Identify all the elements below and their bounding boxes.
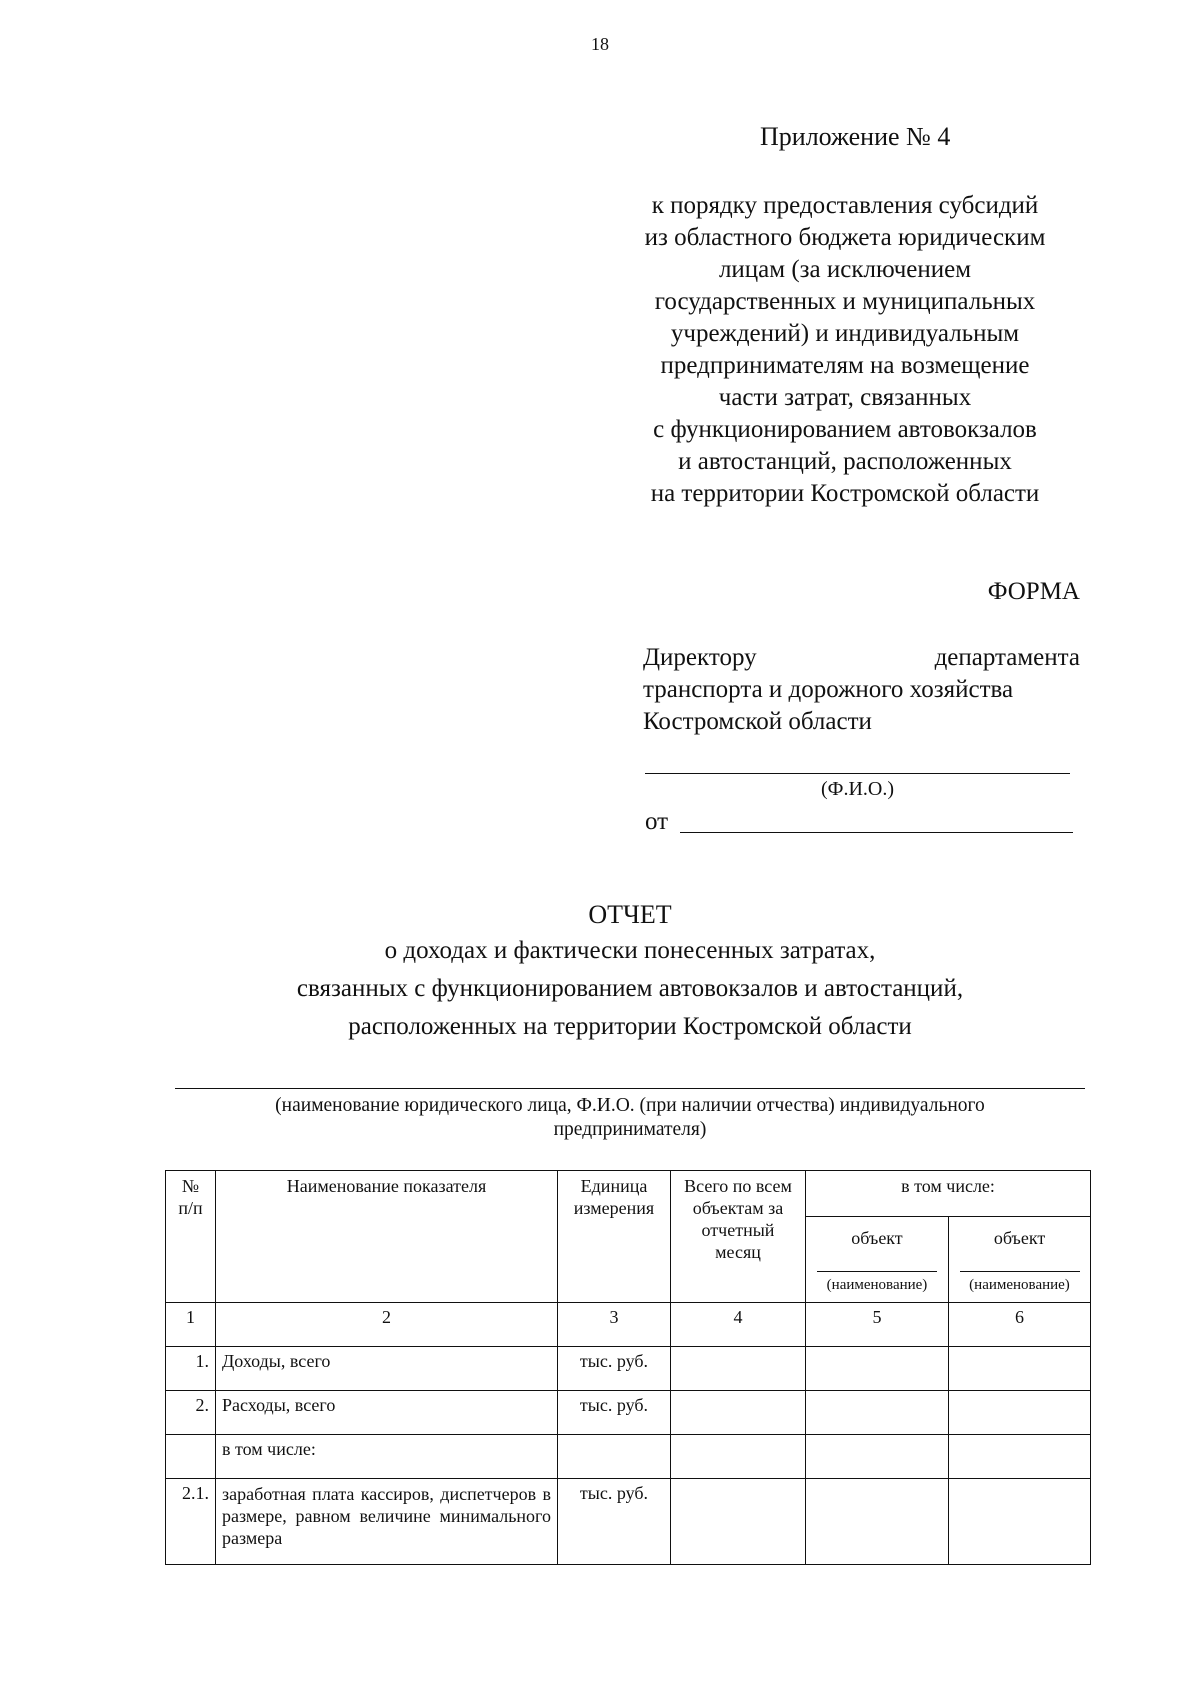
report-title: ОТЧЕТ — [588, 900, 672, 929]
header-unit: Единица измерения — [558, 1171, 671, 1303]
header-including: в том числе: — [806, 1171, 1091, 1217]
object-2-caption[interactable]: (наименование) — [960, 1271, 1080, 1296]
row-total-cell[interactable] — [671, 1435, 806, 1479]
appendix-line: из областного бюджета юридическим — [644, 224, 1046, 251]
appendix-line: и автостанций, расположенных — [678, 448, 1012, 475]
object-1-label: объект — [851, 1228, 903, 1248]
row-object-2-cell[interactable] — [949, 1347, 1091, 1391]
header-total: Всего по всем объектам за отчетный месяц — [671, 1171, 806, 1303]
row-total-cell[interactable] — [671, 1347, 806, 1391]
report-table — [165, 1170, 1091, 1565]
addressee-block — [643, 642, 1080, 738]
fio-blank-line[interactable] — [645, 773, 1070, 774]
addressee-word-department: департамента — [934, 644, 1080, 671]
row-object-2-cell[interactable] — [949, 1435, 1091, 1479]
appendix-description — [610, 190, 1080, 510]
col-number: 1 — [166, 1303, 216, 1347]
table-row — [166, 1347, 1091, 1391]
appendix-line: с функционированием автовокзалов — [653, 416, 1037, 443]
report-subtitle — [0, 932, 1200, 1046]
row-unit: тыс. руб. — [558, 1391, 671, 1435]
row-total-cell[interactable] — [671, 1479, 806, 1565]
row-name: в том числе: — [216, 1435, 558, 1479]
row-num: 1. — [166, 1347, 216, 1391]
entity-blank-line[interactable] — [175, 1088, 1085, 1089]
row-num: 2. — [166, 1391, 216, 1435]
row-name: заработная плата кассиров, диспетчеров в размере, равном величине минимального размера — [216, 1479, 558, 1565]
row-num — [166, 1435, 216, 1479]
row-name: Доходы, всего — [216, 1347, 558, 1391]
row-unit: тыс. руб. — [558, 1347, 671, 1391]
addressee-line-2: транспорта и дорожного хозяйства — [643, 676, 1014, 703]
row-unit: тыс. руб. — [558, 1479, 671, 1565]
appendix-line: предпринимателям на возмещение — [660, 352, 1030, 379]
object-2-label: объект — [993, 1228, 1046, 1248]
row-object-2-cell[interactable] — [949, 1479, 1091, 1565]
from-label: от — [645, 808, 669, 835]
row-object-1-cell[interactable] — [806, 1435, 949, 1479]
appendix-line: государственных и муниципальных — [654, 288, 1036, 315]
form-label: ФОРМА — [987, 578, 1080, 605]
from-blank-line[interactable] — [680, 832, 1073, 833]
row-object-1-cell[interactable] — [806, 1479, 949, 1565]
appendix-line: к порядку предоставления субсидий — [651, 192, 1039, 219]
entity-caption — [175, 1094, 1085, 1142]
header-name: Наименование показателя — [216, 1171, 558, 1303]
page-number: 18 — [591, 34, 609, 54]
table-row — [166, 1435, 1091, 1479]
addressee-line-1 — [643, 642, 1080, 674]
row-object-1-cell[interactable] — [806, 1347, 949, 1391]
addressee-line-3: Костромской области — [643, 708, 872, 735]
entity-caption-line: (наименование юридического лица, Ф.И.О. (при наличии отчества) индивидуального — [275, 1095, 985, 1116]
row-name: Расходы, всего — [216, 1391, 558, 1435]
report-subtitle-line: связанных с функционированием автовокзалов и автостанций, — [296, 975, 964, 1002]
report-subtitle-line: о доходах и фактически понесенных затратах, — [384, 937, 876, 964]
appendix-line: учреждений) и индивидуальным — [670, 320, 1020, 347]
row-total-cell[interactable] — [671, 1391, 806, 1435]
table-row — [166, 1391, 1091, 1435]
entity-caption-line: предпринимателя) — [553, 1119, 707, 1140]
row-unit — [558, 1435, 671, 1479]
appendix-line: части затрат, связанных — [718, 384, 972, 411]
addressee-word-director: Директору — [643, 644, 757, 671]
header-object-2 — [949, 1217, 1091, 1303]
row-num: 2.1. — [166, 1479, 216, 1565]
col-number: 6 — [949, 1303, 1091, 1347]
header-object-1 — [806, 1217, 949, 1303]
row-object-2-cell[interactable] — [949, 1391, 1091, 1435]
col-number: 3 — [558, 1303, 671, 1347]
col-number: 5 — [806, 1303, 949, 1347]
appendix-line: на территории Костромской области — [650, 480, 1040, 507]
table-row — [166, 1479, 1091, 1565]
col-number: 2 — [216, 1303, 558, 1347]
report-subtitle-line: расположенных на территории Костромской области — [348, 1013, 912, 1040]
appendix-line: лицам (за исключением — [718, 256, 972, 283]
row-object-1-cell[interactable] — [806, 1391, 949, 1435]
col-number: 4 — [671, 1303, 806, 1347]
header-num: № п/п — [166, 1171, 216, 1303]
appendix-title: Приложение № 4 — [760, 122, 951, 151]
object-1-caption[interactable]: (наименование) — [817, 1271, 937, 1296]
fio-caption: (Ф.И.О.) — [820, 778, 894, 800]
